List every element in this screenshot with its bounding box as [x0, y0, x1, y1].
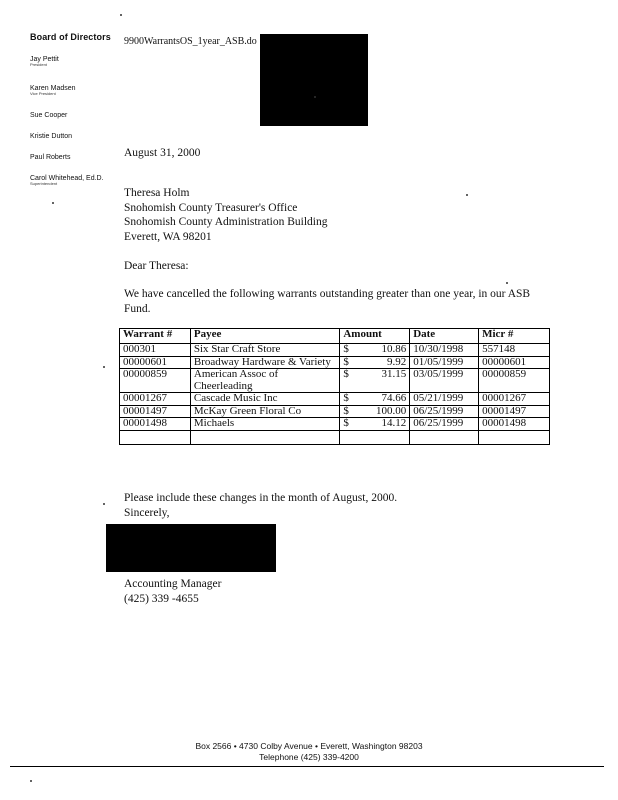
board-member-name: Kristie Dutton [30, 133, 73, 140]
date: 03/05/1999 [410, 369, 479, 393]
signer-phone: (425) 339 -4655 [124, 593, 199, 605]
micr-number: 00001267 [479, 393, 550, 406]
micr-number: 00000859 [479, 369, 550, 393]
amount [340, 418, 410, 431]
board-member [30, 154, 70, 161]
redaction-block [260, 34, 368, 126]
amount [340, 405, 410, 418]
footer-telephone: Telephone (425) 339-4200 [259, 752, 359, 762]
payee: Six Star Craft Store [190, 344, 339, 357]
amount-value: 9.92 [386, 355, 407, 368]
amount-value: 74.66 [381, 392, 407, 404]
micr-number: 00001498 [479, 418, 550, 431]
warrant-number: 000301 [120, 344, 191, 357]
payee: Cascade Music Inc [190, 393, 339, 406]
board-member-role: President [30, 62, 47, 68]
board-member-name: Sue Cooper [30, 112, 68, 119]
col-header-payee: Payee [190, 329, 339, 344]
amount-value: 14.12 [381, 417, 407, 429]
recipient-line: Everett, WA 98201 [124, 230, 212, 243]
salutation: Dear Theresa: [124, 260, 189, 272]
empty-cell [340, 430, 410, 444]
payee: Michaels [190, 418, 339, 431]
scan-speck [30, 780, 32, 782]
currency-symbol: $ [343, 417, 349, 429]
date: 06/25/1999 [410, 405, 479, 418]
scan-speck [466, 194, 468, 196]
recipient-line: Theresa Holm [124, 187, 190, 199]
col-header-date: Date [410, 329, 479, 344]
amount [340, 393, 410, 406]
document-filename: 9900WarrantsOS_1year_ASB.do [124, 36, 257, 47]
warrants-table [119, 328, 550, 445]
board-member-name: Paul Roberts [30, 154, 71, 161]
col-header-amount: Amount [340, 329, 410, 344]
amount-value: 100.00 [375, 404, 407, 417]
empty-cell [410, 430, 479, 444]
scan-speck [314, 96, 316, 98]
micr-number: 557148 [479, 344, 550, 357]
date: 06/25/1999 [410, 418, 479, 431]
payee: McKay Green Floral Co [190, 405, 339, 418]
sign-off: Sincerely, [124, 507, 170, 519]
scan-speck [103, 366, 105, 368]
recipient-line: Snohomish County Treasurer's Office [124, 201, 298, 214]
table-row [120, 393, 550, 406]
letter-date: August 31, 2000 [124, 147, 201, 159]
warrant-number: 00001267 [120, 393, 191, 406]
empty-cell [190, 430, 339, 444]
table-row-empty [120, 430, 550, 444]
payee: Broadway Hardware & Variety [190, 356, 339, 369]
scan-speck [120, 14, 122, 16]
table-header-row [120, 329, 550, 344]
micr-number: 00000601 [479, 356, 550, 369]
warrant-number: 00001497 [120, 405, 191, 418]
board-member-name: Jay Pettit [30, 56, 59, 63]
scan-speck [52, 202, 54, 204]
closing-note: Please include these changes in the month of August, 2000. [124, 492, 398, 504]
board-member-name: Carol Whitehead, Ed.D. [30, 175, 104, 182]
currency-symbol: $ [343, 355, 349, 368]
footer-address-block [0, 741, 618, 763]
payee: American Assoc of Cheerleading [190, 369, 339, 393]
currency-symbol: $ [343, 404, 349, 417]
date: 05/21/1999 [410, 393, 479, 406]
warrant-number: 00000859 [120, 369, 191, 393]
board-member [30, 175, 104, 187]
board-member [30, 85, 76, 97]
table-row [120, 369, 550, 393]
warrant-number: 00000601 [120, 356, 191, 369]
amount [340, 344, 410, 357]
board-member-role: Vice President [30, 91, 56, 97]
board-member [30, 56, 59, 68]
board-member [30, 133, 72, 140]
amount [340, 356, 410, 369]
board-of-directors-title: Board of Directors [30, 32, 111, 42]
warrant-number: 00001498 [120, 418, 191, 431]
date: 01/05/1999 [410, 356, 479, 369]
signer-title: Accounting Manager [124, 578, 222, 590]
intro-paragraph: We have cancelled the following warrants outstanding greater than one year, in our ASB Fund. [124, 288, 531, 315]
date: 10/30/1998 [410, 344, 479, 357]
col-header-micr: Micr # [479, 329, 550, 344]
table-row [120, 418, 550, 431]
amount-value: 31.15 [381, 368, 407, 380]
amount-value: 10.86 [381, 343, 407, 355]
table-row [120, 356, 550, 369]
currency-symbol: $ [343, 343, 349, 355]
table-row [120, 405, 550, 418]
board-member-role: Superintendent [30, 181, 58, 187]
board-member-name: Karen Madsen [30, 85, 76, 92]
scan-speck [506, 282, 508, 284]
recipient-address [124, 186, 328, 244]
signature-redaction [106, 524, 276, 572]
recipient-line: Snohomish County Administration Building [124, 216, 328, 228]
footer-address: Box 2566 • 4730 Colby Avenue • Everett, Washington 98203 [195, 741, 423, 751]
scan-speck [103, 503, 105, 505]
table-row [120, 344, 550, 357]
micr-number: 00001497 [479, 405, 550, 418]
currency-symbol: $ [343, 392, 349, 404]
empty-cell [120, 430, 191, 444]
col-header-warrant: Warrant # [120, 329, 191, 344]
footer-rule [10, 766, 604, 767]
empty-cell [479, 430, 550, 444]
amount [340, 369, 410, 393]
currency-symbol: $ [343, 368, 349, 380]
board-member [30, 112, 67, 119]
